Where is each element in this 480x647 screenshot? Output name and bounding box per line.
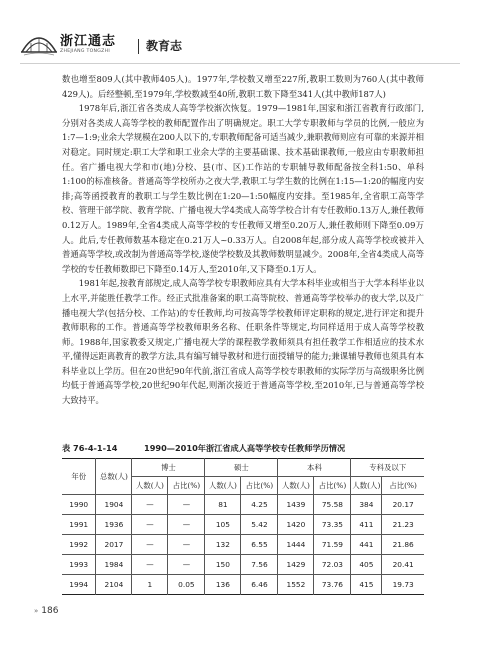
cell-phd-pct: 0.05 <box>168 575 205 595</box>
header-count: 人数(人) <box>205 477 241 495</box>
cell-bachelor-count: 1552 <box>278 575 314 595</box>
cell-master-pct: 7.56 <box>241 555 278 575</box>
cell-bachelor-pct: 75.58 <box>314 495 351 515</box>
cell-bachelor-count: 1439 <box>278 495 314 515</box>
table-header-row <box>62 459 424 477</box>
cell-bachelor-count: 1429 <box>278 555 314 575</box>
bridge-logo-icon <box>20 34 58 56</box>
table-row <box>62 575 424 595</box>
cell-year: 1994 <box>62 575 96 595</box>
cell-phd-count: — <box>132 515 168 535</box>
logo-subtitle: ZHEJIANG TONGZHI <box>60 49 110 55</box>
cell-phd-count: — <box>132 535 168 555</box>
cell-master-count: 81 <box>205 495 241 515</box>
double-arrow-icon: » <box>34 607 39 615</box>
section-title: 教育志 <box>146 39 183 53</box>
cell-total: 1936 <box>96 515 132 535</box>
header-year: 年份 <box>62 459 96 495</box>
cell-master-count: 105 <box>205 515 241 535</box>
cell-phd-count: — <box>132 555 168 575</box>
cell-year: 1990 <box>62 495 96 515</box>
header-pct: 占比(%) <box>168 477 205 495</box>
logo-title: 浙江通志 <box>60 34 117 50</box>
table-number: 表 76-4-1-14 <box>62 443 118 453</box>
cell-master-count: 132 <box>205 535 241 555</box>
cell-master-pct: 5.42 <box>241 515 278 535</box>
header-bachelor: 本科 <box>278 459 351 477</box>
cell-college-count: 441 <box>351 535 382 555</box>
header-separator <box>138 39 139 54</box>
teacher-education-table <box>62 458 424 595</box>
book-logo <box>20 30 116 60</box>
header-pct: 占比(%) <box>241 477 278 495</box>
cell-phd-count: — <box>132 495 168 515</box>
cell-master-pct: 4.25 <box>241 495 278 515</box>
header-count: 人数(人) <box>278 477 314 495</box>
table-row <box>62 495 424 515</box>
cell-phd-pct: — <box>168 495 205 515</box>
header-phd: 博士 <box>132 459 205 477</box>
table-title <box>62 443 424 457</box>
cell-college-count: 405 <box>351 555 382 575</box>
cell-bachelor-pct: 73.76 <box>314 575 351 595</box>
cell-college-pct: 19.73 <box>382 575 424 595</box>
header-master: 硕士 <box>205 459 278 477</box>
cell-college-pct: 21.23 <box>382 515 424 535</box>
cell-total: 2017 <box>96 535 132 555</box>
cell-college-pct: 20.17 <box>382 495 424 515</box>
page-footer <box>34 606 58 616</box>
paragraph: 1978年后,浙江省各类成人高等学校渐次恢复。1979—1981年,国家和浙江省教育行政部门,分别对各类成人高等学校的教师配置作出了明确规定。职工大学专职教师与学员的比例,一般应为1:7—1:9;业余大学规模在200人以下的,专职教师配备可适当减少,兼职教师则应有可靠的来源并相对稳定。同时规定:职工大学和职工业余大学的主要基础课、技术基础课教师,一般应由专职教师担任。省广播电视大学和市(地)分校、县(市、区)工作站的专职辅导教师配备按全科1:50、单科1:100的标准核备。普通高等学校所办之夜大学,教职工与学生数的比例在1:15—1:20的幅度内安排;高等函授教育的教职工与学生数比例在1:20—1:50幅度内安排。至1985年,全省职工高等学校、管理干部学院、教育学院、广播电视大学4类成人高等学校合计有专任教师0.13万人,兼任教师0.12万人。1989年,全省4类成人高等学校的专任教师又增至0.20万人,兼任教师则下降至0.09万人。此后,专任教师数基本稳定在0.21万人~0.33万人。自2008年起,部分成人高等学校或被并入普通高等学校,或改制为普通高等学校,遂使学校数及其教师数明显减少。2008年,全省4类成人高等学校的专任教师数即已下降至0.14万人,至2010年,又下降至0.1万人。 <box>62 103 424 274</box>
cell-college-pct: 21.86 <box>382 535 424 555</box>
cell-master-pct: 6.46 <box>241 575 278 595</box>
header-count: 人数(人) <box>132 477 168 495</box>
header-pct: 占比(%) <box>314 477 351 495</box>
table-row <box>62 515 424 535</box>
header-total: 总数(人) <box>96 459 132 495</box>
header-pct: 占比(%) <box>382 477 424 495</box>
page-number: 186 <box>41 606 59 616</box>
cell-bachelor-count: 1420 <box>278 515 314 535</box>
cell-phd-pct: — <box>168 535 205 555</box>
cell-college-count: 384 <box>351 495 382 515</box>
cell-bachelor-pct: 71.59 <box>314 535 351 555</box>
cell-phd-count: 1 <box>132 575 168 595</box>
cell-total: 2104 <box>96 575 132 595</box>
table-caption: 1990—2010年浙江省成人高等学校专任教师学历情况 <box>144 443 346 453</box>
header-college: 专科及以下 <box>351 459 424 477</box>
header-count: 人数(人) <box>351 477 382 495</box>
cell-year: 1993 <box>62 555 96 575</box>
cell-bachelor-pct: 73.35 <box>314 515 351 535</box>
cell-college-count: 415 <box>351 575 382 595</box>
cell-master-pct: 6.55 <box>241 535 278 555</box>
cell-total: 1984 <box>96 555 132 575</box>
header-rule <box>20 63 460 64</box>
body-text <box>62 72 424 408</box>
cell-college-count: 411 <box>351 515 382 535</box>
cell-total: 1904 <box>96 495 132 515</box>
page-header <box>20 30 460 60</box>
cell-bachelor-pct: 72.03 <box>314 555 351 575</box>
cell-master-count: 150 <box>205 555 241 575</box>
paragraph: 1981年起,按教育部规定,成人高等学校专职教师应具有大学本科毕业或相当于大学本科毕业以上水平,并能胜任教学工作。经正式批准备案的职工高等院校、普通高等学校举办的夜大学,以及广播电视大学(包括分校、工作站)的专任教师,均可按高等学校教师评定职称的规定,进行评定和提升教师职称的工作。普通高等学校教师职务名称、任职条件等规定,均同样适用于成人高等学校教师。1988年,国家教委又规定,广播电视大学的课程教学教师须具有担任教学工作相适应的技术水平,懂得远距离教育的教学方法,具有编写辅导教材和进行面授辅导的能力;兼课辅导教师也须具有本科毕业以上学历。但在20世纪90年代前,浙江省成人高等学校专职教师的实际学历与高级职务比例均低于普通高等学校,20世纪90年代起,则渐次接近于普通高等学校,至2010年,已与普通高等学校大致持平。 <box>62 278 424 406</box>
cell-college-pct: 20.41 <box>382 555 424 575</box>
cell-year: 1992 <box>62 535 96 555</box>
table-row <box>62 555 424 575</box>
cell-bachelor-count: 1444 <box>278 535 314 555</box>
table-row <box>62 535 424 555</box>
paragraph: 数也增至809人(其中教师405人)。1977年,学校数又增至227所,教职工数则为760人(其中教师429人)。后经整顿,至1979年,学校数减至40所,教职工数下降至341人(其中教师187人) <box>62 74 424 99</box>
cell-year: 1991 <box>62 515 96 535</box>
cell-phd-pct: — <box>168 515 205 535</box>
cell-master-count: 136 <box>205 575 241 595</box>
cell-phd-pct: — <box>168 555 205 575</box>
